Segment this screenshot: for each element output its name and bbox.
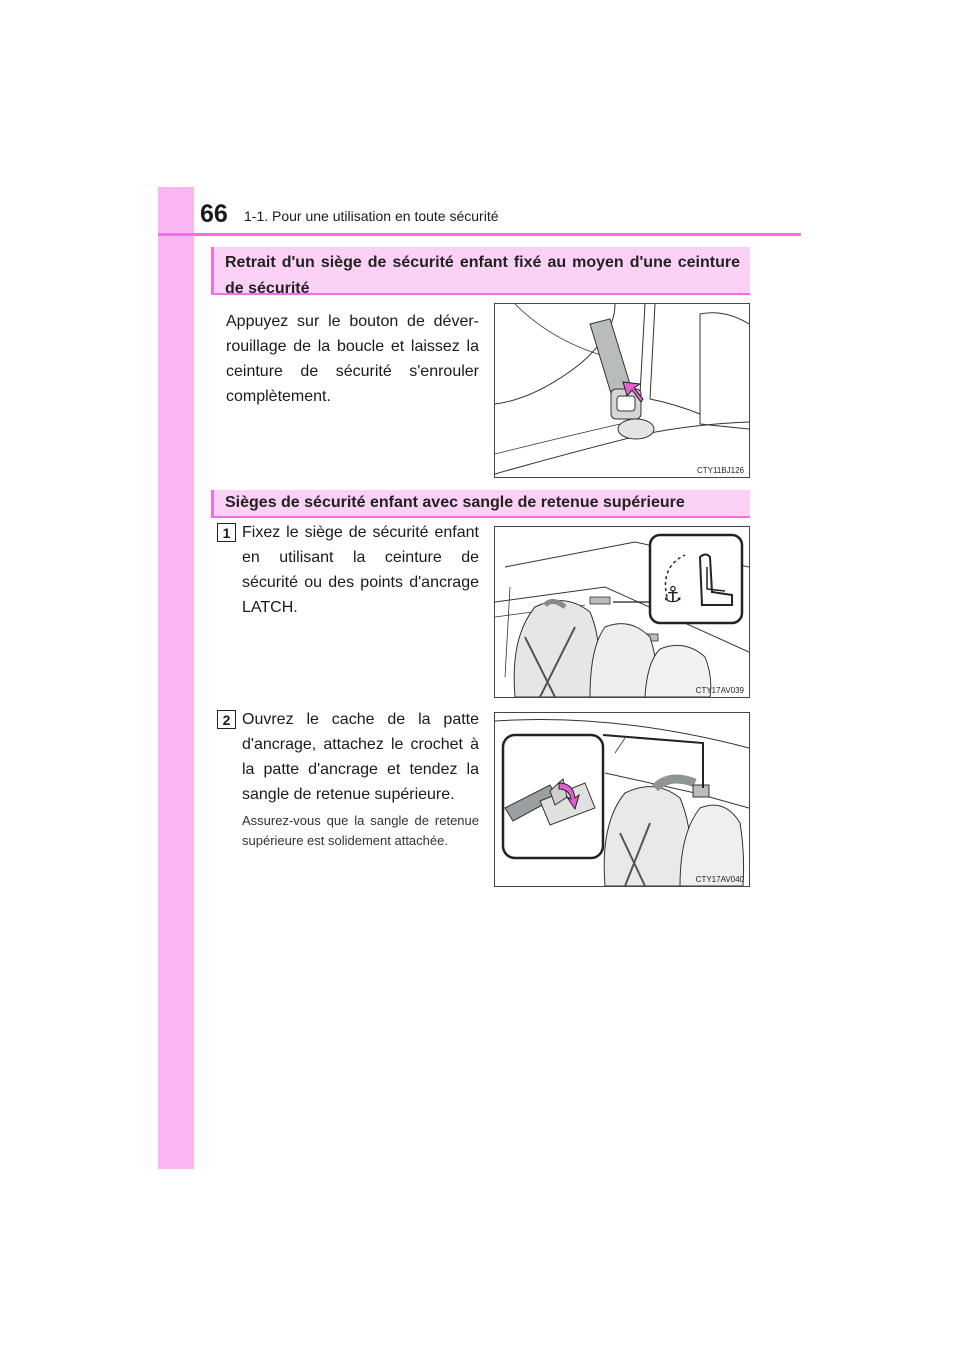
- chapter-title: 1-1. Pour une utilisation en toute sécurité: [244, 208, 499, 224]
- step-badge: 2: [217, 710, 236, 729]
- side-tab-band: [158, 187, 194, 1169]
- section-heading-top-tether: Sièges de sécurité enfant avec sangle de retenue supérieure: [211, 490, 750, 518]
- step-badge: 1: [217, 523, 236, 542]
- step-2-note: Assurez-vous que la sangle de retenue supérieure est solidement attachée.: [242, 813, 479, 848]
- step-2-text: Ouvrez le cache de la patte d'ancrage, attachez le crochet à la patte d'ancrage et tendez la sangle de retenue supérieure.: [242, 711, 479, 803]
- page-number: 66: [200, 200, 228, 228]
- step-1-text: Fixez le siège de sécurité enfant en utilisant la ceinture de sécurité ou des points d'ancrage LATCH.: [242, 524, 479, 616]
- removal-instruction: Appuyez sur le bouton de déver-rouillage de la boucle et laissez la ceinture de sécurité s'enrouler complètement.: [226, 313, 479, 405]
- figure-top-tether-anchor: [494, 712, 750, 887]
- figure-buckle-release: [494, 303, 750, 478]
- figure-child-seat-installed: [494, 526, 750, 698]
- section-heading-removal: Retrait d'un siège de sécurité enfant fixé au moyen d'une ceinture de sécurité: [211, 247, 750, 295]
- figure-code: CTY11BJ126: [697, 466, 744, 475]
- header-rule: [158, 233, 801, 236]
- figure-code: CTY17AV040: [695, 875, 744, 884]
- figure-code: CTY17AV039: [695, 686, 744, 695]
- svg-text:⚓: ⚓: [663, 583, 683, 608]
